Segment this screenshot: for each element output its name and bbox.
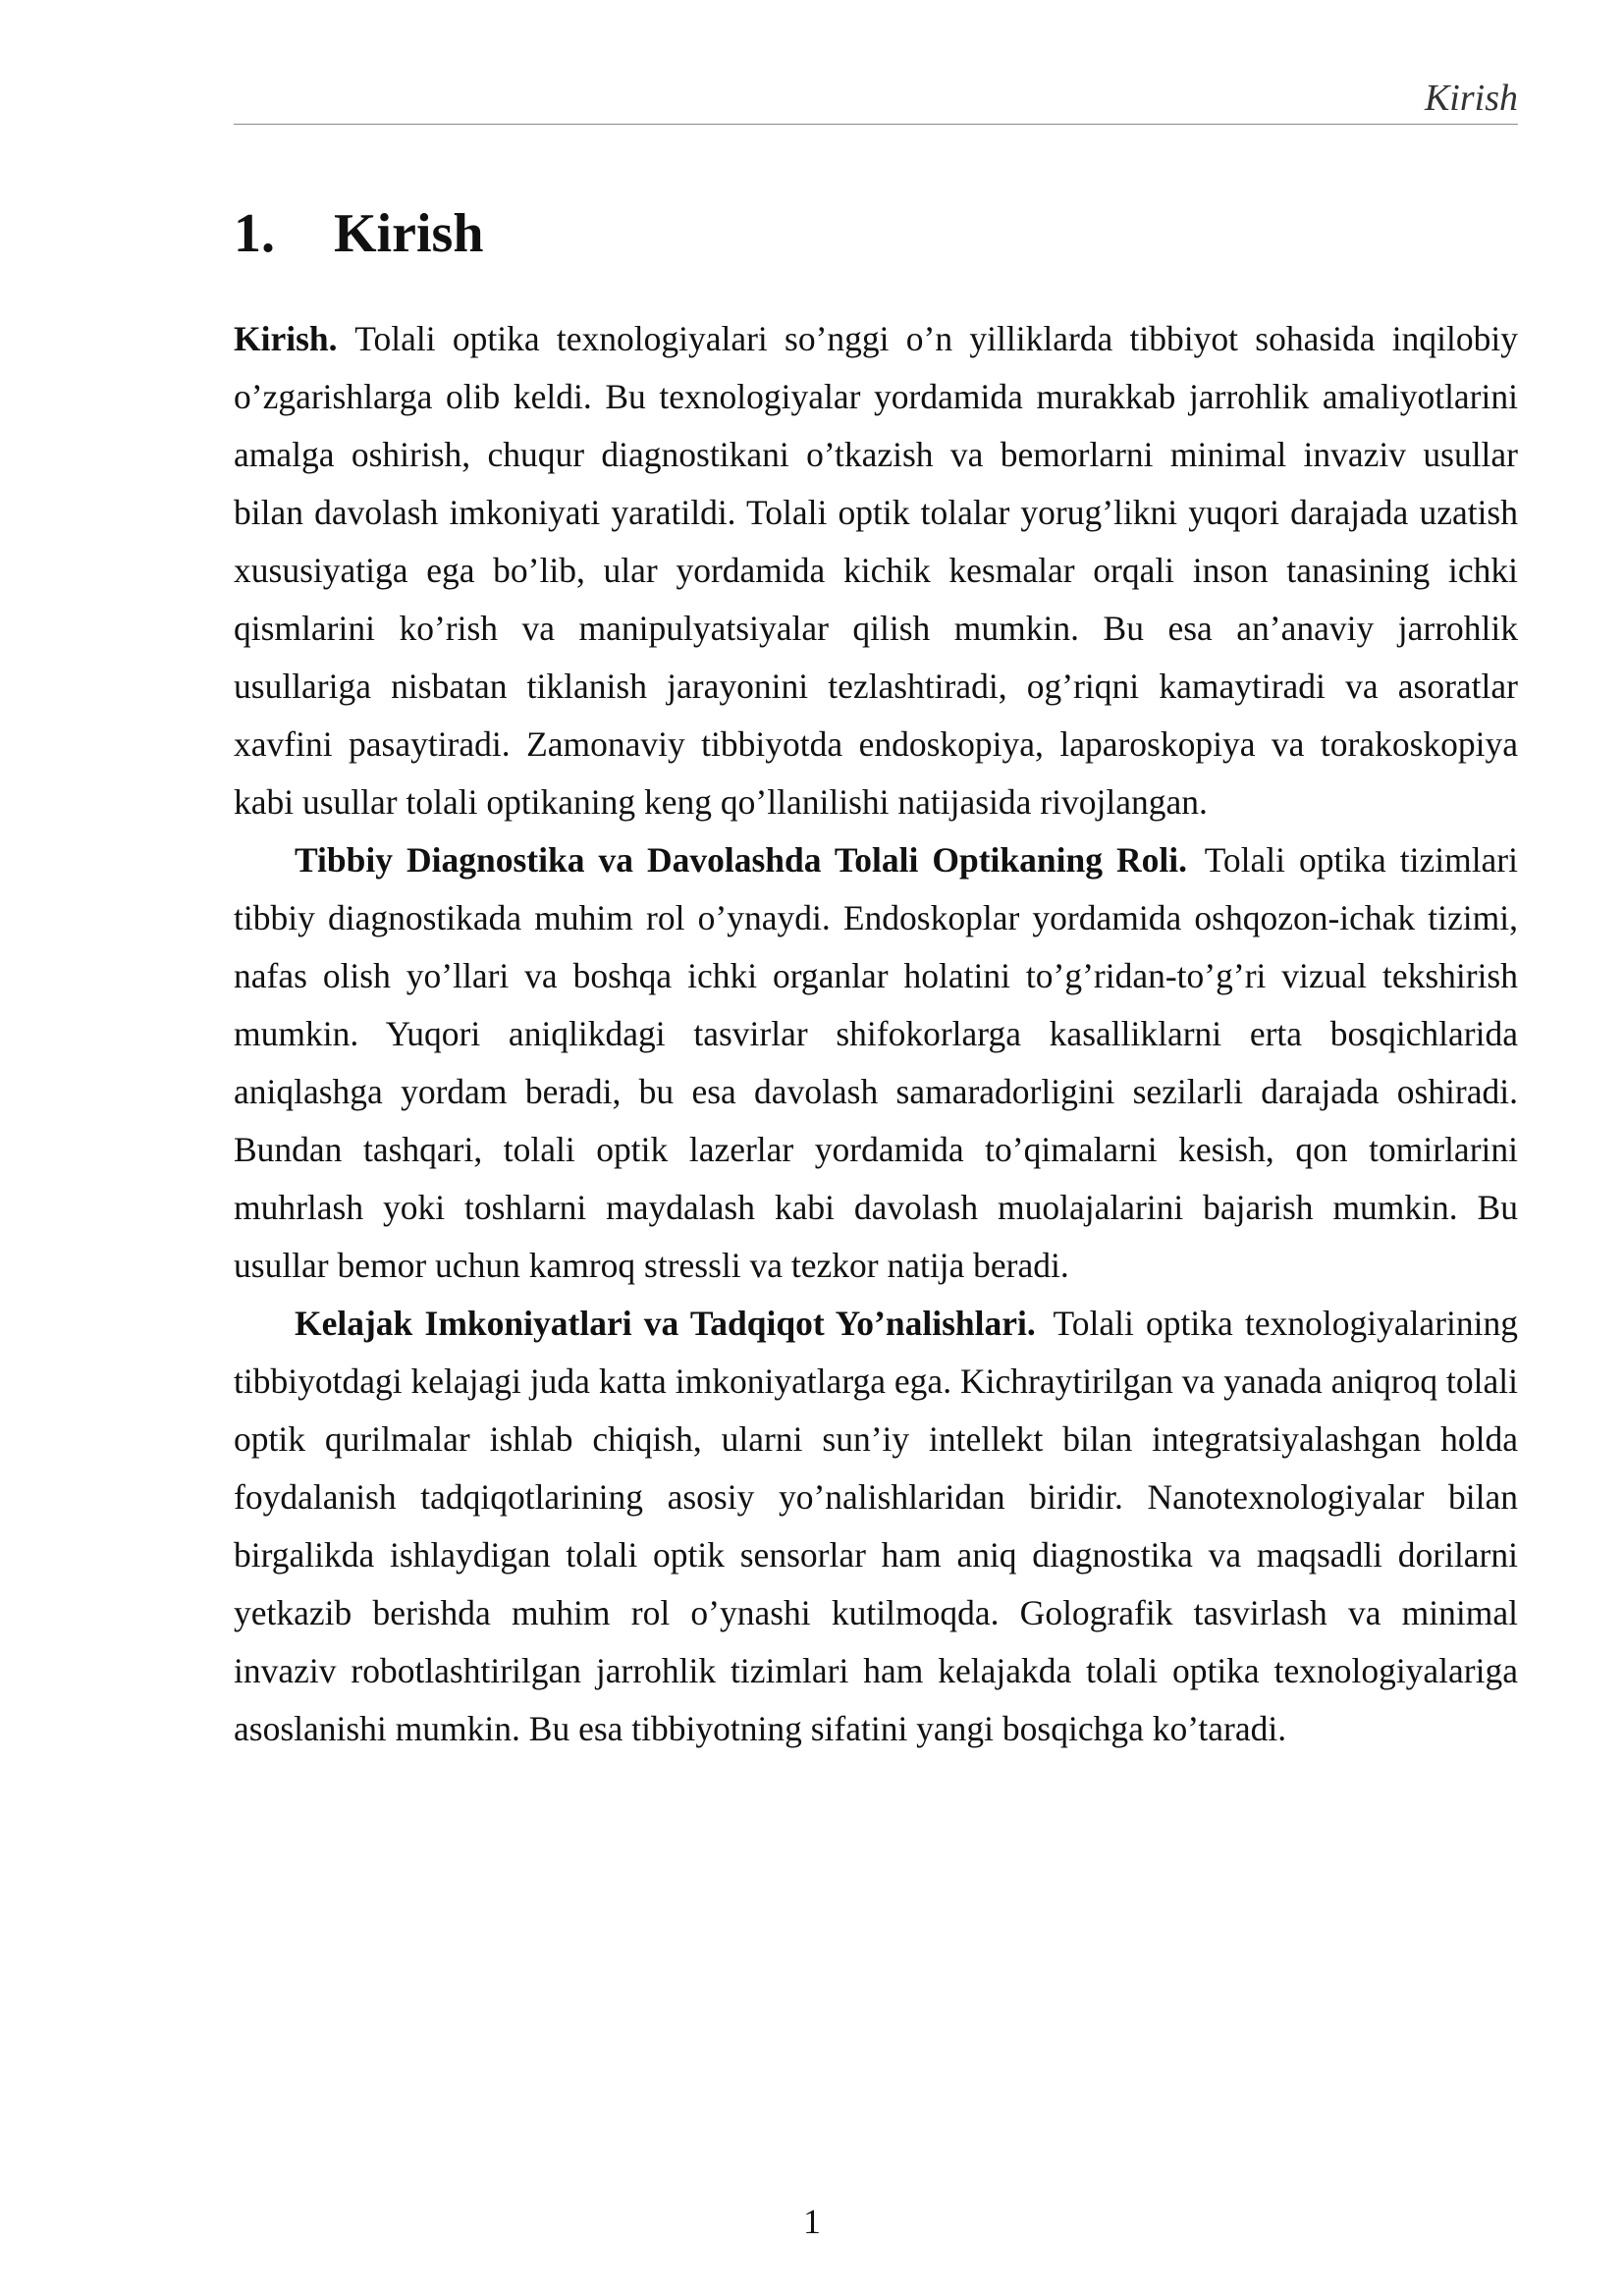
- paragraph-heading: Tibbiy Diagnostika va Davolashda Tolali Optikaning Roli.: [295, 840, 1187, 880]
- body-text: [234, 310, 1518, 1758]
- paragraph-text: Tolali optika tizimlari tibbiy diagnostikada muhim rol o’ynaydi. Endoskoplar yordamida oshqozon-ichak tizimi, nafas olish yo’llari va boshqa ichki organlar holatini to’g’ridan-to’g’ri vizual tekshirish mumkin. Yuqori aniqlikdagi tasvirlar shifokorlarga kasalliklarni erta bosqichlarida aniqlashga yordam beradi, bu esa davolash samaradorligini sezilarli darajada oshiradi. Bundan tashqari, tolali optik lazerlar yordamida to’qimalarni kesish, qon tomirlarini muhrlash yoki toshlarni maydalash kabi davolash muolajalarini bajarish mumkin. Bu usullar bemor uchun kamroq stressli va tezkor natija beradi.: [234, 840, 1518, 1285]
- chapter-title: [234, 196, 483, 271]
- paragraph-text: Tolali optika texnologiyalarining tibbiyotdagi kelajagi juda katta imkoniyatlarga ega. Kichraytirilgan va yanada aniqroq tolali optik qurilmalar ishlab chiqish, ularni sun’iy intellekt bilan integratsiyalashgan holda foydalanish tadqiqotlarining asosiy yo’nalishlaridan biridir. Nanotexnologiyalar bilan birgalikda ishlaydigan tolali optik sensorlar ham aniq diagnostika va maqsadli dorilarni yetkazib berishda muhim rol o’ynashi kutilmoqda. Golografik tasvirlash va minimal invaziv robotlashtirilgan jarrohlik tizimlari ham kelajakda tolali optika texnologiyalariga asoslanishi mumkin. Bu esa tibbiyotning sifatini yangi bosqichga ko’taradi.: [234, 1304, 1518, 1748]
- chapter-title-text: Kirish: [334, 203, 484, 264]
- paragraph-text: Tolali optika texnologiyalari so’nggi o’n yilliklarda tibbiyot sohasida inqilobiy o’zgarishlarga olib keldi. Bu texnologiyalar yordamida murakkab jarrohlik amaliyotlarini amalga oshirish, chuqur diagnostikani o’tkazish va bemorlarni minimal invaziv usullar bilan davolash imkoniyati yaratildi. Tolali optik tolalar yorug’likni yuqori darajada uzatish xususiyatiga ega bo’lib, ular yordamida kichik kesmalar orqali inson tanasining ichki qismlarini ko’rish va manipulyatsiyalar qilish mumkin. Bu esa an’anaviy jarrohlik usullariga nisbatan tiklanish jarayonini tezlashtiradi, og’riqni kamaytiradi va asoratlar xavfini pasaytiradi. Zamonaviy tibbiyotda endoskopiya, laparoskopiya va torakoskopiya kabi usullar tolali optikaning keng qo’llanilishi natijasida rivojlangan.: [234, 319, 1518, 822]
- paragraph-future: [234, 1295, 1518, 1758]
- paragraph-introduction: [234, 310, 1518, 831]
- running-header-title: Kirish: [1424, 78, 1518, 119]
- paragraph-heading: Kirish.: [234, 319, 338, 358]
- paragraph-diagnostics: [234, 831, 1518, 1295]
- chapter-number: 1.: [234, 203, 275, 264]
- paragraph-heading: Kelajak Imkoniyatlari va Tadqiqot Yo’nalishlari.: [295, 1304, 1036, 1343]
- page-number: 1: [803, 2202, 821, 2241]
- running-header: [234, 73, 1518, 125]
